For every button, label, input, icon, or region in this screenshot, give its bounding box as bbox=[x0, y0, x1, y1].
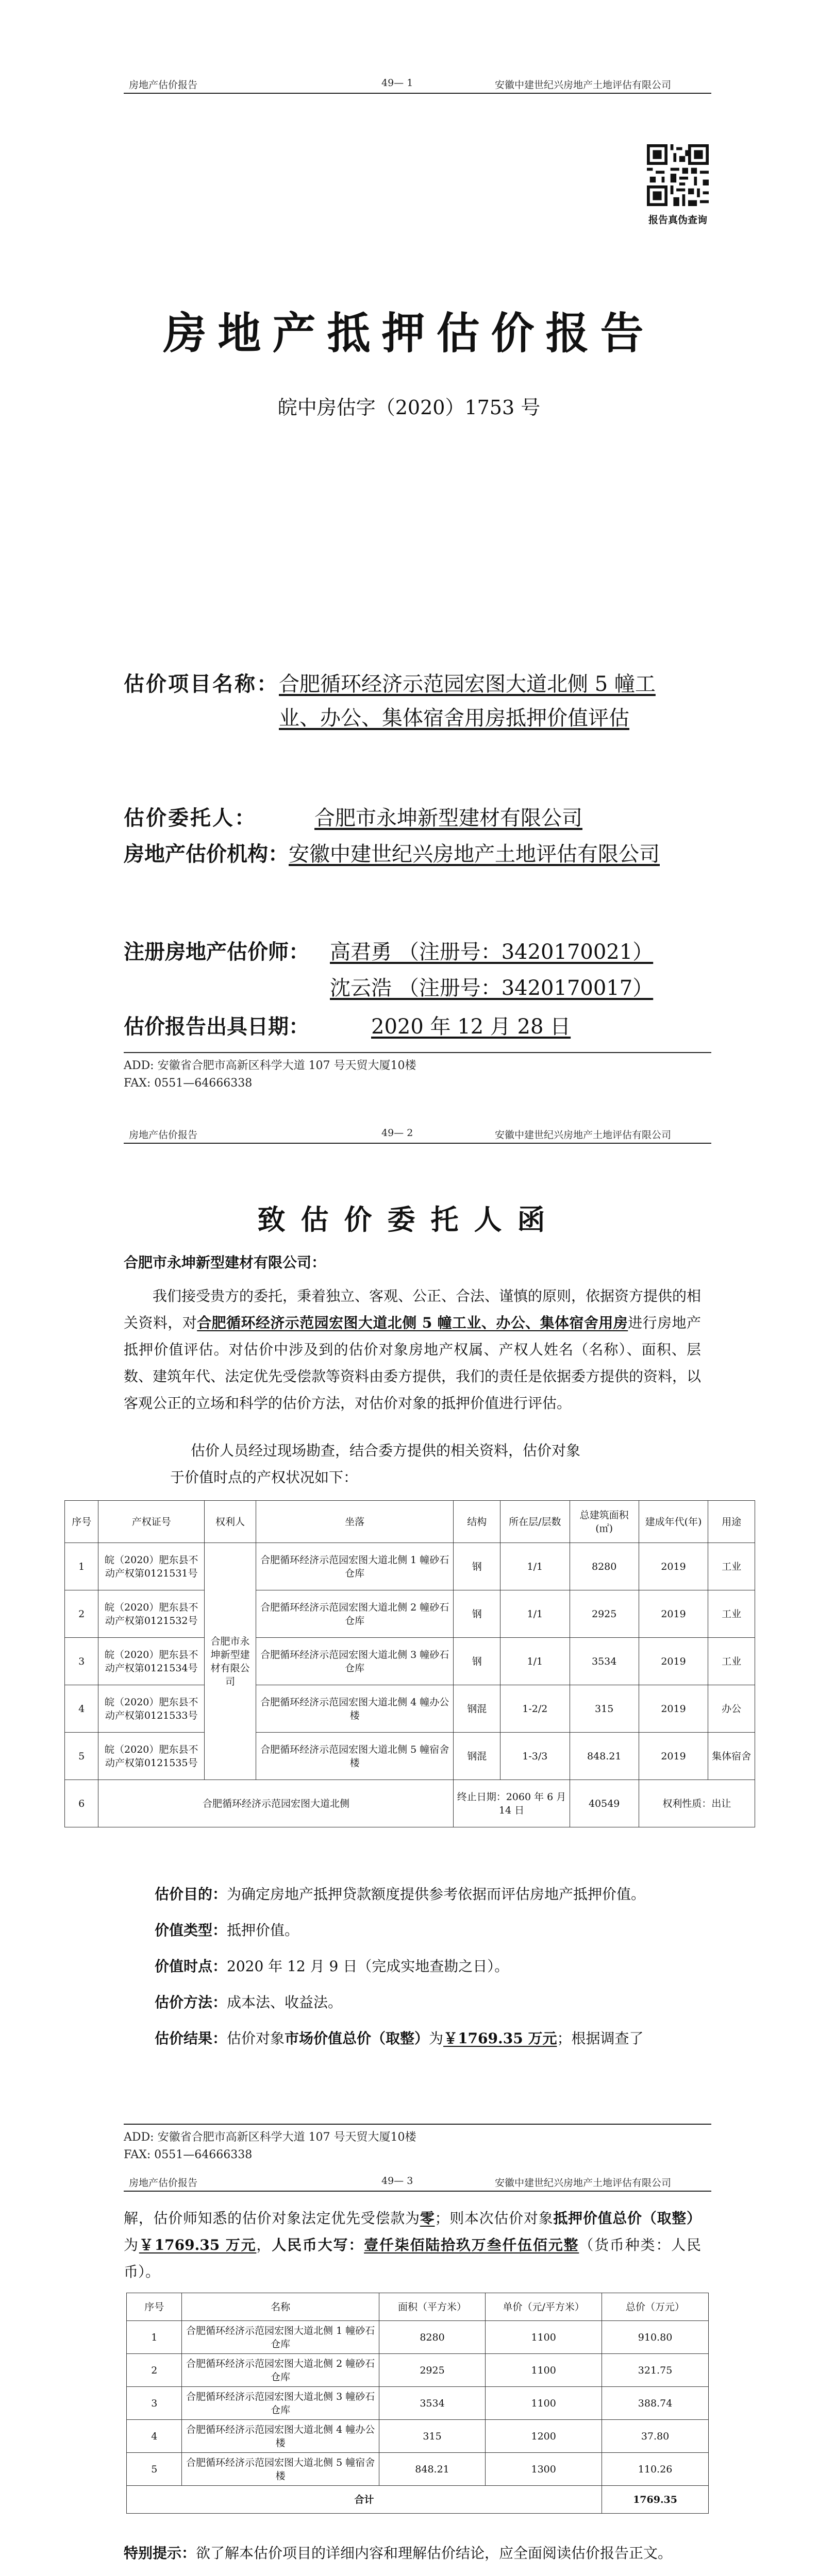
table-cell: 钢混 bbox=[454, 1733, 500, 1780]
agency-row bbox=[124, 837, 696, 871]
client-row bbox=[124, 801, 696, 835]
table-total-row bbox=[127, 2486, 709, 2514]
table-row bbox=[65, 1543, 755, 1590]
header-rule bbox=[124, 2191, 711, 2192]
value-type bbox=[155, 1918, 711, 1943]
table-cell: 合肥循环经济示范园宏图大道北侧 2 幢砂石仓库 bbox=[256, 1590, 454, 1638]
value-time bbox=[155, 1954, 711, 1979]
document-number: 皖中房估字（2020）1753 号 bbox=[277, 396, 541, 419]
header-left: 房地产估价报告 bbox=[129, 1129, 198, 1141]
table-header: 所在层/层数 bbox=[500, 1501, 570, 1543]
table-cell: 钢 bbox=[454, 1638, 500, 1685]
table-cell: 1 bbox=[127, 2321, 182, 2354]
table-cell: 合肥循环经济示范园宏图大道北侧 5 幢宿舍楼 bbox=[182, 2453, 379, 2486]
table-cell: 工业 bbox=[708, 1543, 755, 1590]
issue-date-row bbox=[124, 1010, 696, 1044]
table-cell: 3534 bbox=[379, 2387, 486, 2420]
footer-fax: FAX: 0551—64666338 bbox=[124, 1077, 253, 1090]
table-cell: 2 bbox=[65, 1590, 98, 1638]
table-header: 坐落 bbox=[256, 1501, 454, 1543]
table-cell: 合肥循环经济示范园宏图大道北侧 2 幢砂石仓库 bbox=[182, 2354, 379, 2387]
p3-text-d: 抵押价值总价（取整） bbox=[553, 2210, 701, 2227]
table-header: 建成年代(年) bbox=[639, 1501, 708, 1543]
method-value: 成本法、收益法。 bbox=[227, 1994, 343, 2011]
table-cell: 37.80 bbox=[602, 2420, 709, 2453]
table-cell: 集体宿舍 bbox=[708, 1733, 755, 1780]
land-location-cell: 合肥循环经济示范园宏图大道北侧 bbox=[98, 1780, 454, 1827]
owner-cell: 合肥市永坤新型建材有限公司 bbox=[205, 1543, 256, 1780]
table-cell: 合肥循环经济示范园宏图大道北侧 3 幢砂石仓库 bbox=[256, 1638, 454, 1685]
table-cell: 1/1 bbox=[500, 1638, 570, 1685]
letter-paragraph-1 bbox=[124, 1283, 701, 1417]
report-title: 房地产抵押估价报告 bbox=[163, 308, 655, 359]
footer-address: ADD: 安徽省合肥市高新区科学大道 107 号天贸大厦10楼 bbox=[124, 1059, 416, 1072]
header-page-number: 49— 2 bbox=[381, 1127, 413, 1139]
table-cell: 合肥循环经济示范园宏图大道北侧 4 幢办公楼 bbox=[256, 1685, 454, 1733]
table-cell: 1100 bbox=[486, 2321, 602, 2354]
table-cell: 110.26 bbox=[602, 2453, 709, 2486]
p3-text-h: 人民币大写： bbox=[272, 2236, 364, 2253]
result-amount: ￥1769.35 万元 bbox=[443, 2030, 557, 2047]
table-header: 单价（元/平方米） bbox=[486, 2293, 602, 2321]
client-value: 合肥市永坤新型建材有限公司 bbox=[314, 806, 582, 830]
table-cell: 3534 bbox=[570, 1638, 639, 1685]
table-row bbox=[65, 1733, 755, 1780]
table-row bbox=[127, 2354, 709, 2387]
footer bbox=[124, 2129, 416, 2164]
footer-fax: FAX: 0551—64666338 bbox=[124, 2148, 253, 2161]
letter-paragraph-3: 于价值时点的产权状况如下： bbox=[170, 1469, 358, 1486]
project-name-label: 估价项目名称： bbox=[124, 672, 279, 696]
result-text-c: 为 bbox=[429, 2030, 444, 2047]
header-right: 安徽中建世纪兴房地产土地评估有限公司 bbox=[495, 1129, 672, 1141]
table-header: 总建筑面积(㎡) bbox=[570, 1501, 639, 1543]
agency-value: 安徽中建世纪兴房地产土地评估有限公司 bbox=[289, 842, 660, 866]
table-row bbox=[65, 1685, 755, 1733]
table-cell: 1/1 bbox=[500, 1590, 570, 1638]
purpose-value: 为确定房地产抵押贷款额度提供参考依据而评估房地产抵押价值。 bbox=[227, 1886, 646, 1903]
appraiser-row-1 bbox=[124, 935, 696, 969]
table-cell: 皖（2020）肥东县不动产权第0121535号 bbox=[98, 1733, 205, 1780]
footer bbox=[124, 1057, 416, 1092]
project-name-row bbox=[124, 667, 696, 735]
table-row bbox=[127, 2321, 709, 2354]
footer-rule bbox=[124, 2124, 711, 2125]
table-cell: 皖（2020）肥东县不动产权第0121531号 bbox=[98, 1543, 205, 1590]
time-label: 价值时点： bbox=[155, 1958, 227, 1975]
p3-text-g: ， bbox=[256, 2236, 272, 2253]
table-cell: 钢混 bbox=[454, 1685, 500, 1733]
table-cell: 工业 bbox=[708, 1638, 755, 1685]
appraiser-2: 沈云浩 （注册号：3420170017） bbox=[330, 976, 654, 1000]
table-cell: 工业 bbox=[708, 1590, 755, 1638]
table-cell: 合肥循环经济示范园宏图大道北侧 3 幢砂石仓库 bbox=[182, 2387, 379, 2420]
qr-caption: 报告真伪查询 bbox=[648, 214, 707, 226]
table-cell: 1300 bbox=[486, 2453, 602, 2486]
para1-text-c: 进行房地产抵押价值评估。对估价中涉及到的估价对象房地产权属、产权人姓名（名称）、面积、层数、建筑年代、法定优先受偿款等资料由委方提供，我们的责任是依据委方提供的资料，以客观公正的立场和科学的估价方法，对估价对象的抵押价值进行评估。 bbox=[124, 1314, 702, 1412]
p3-amount-in-words: 壹仟柒佰陆拾玖万叁仟伍佰元整 bbox=[364, 2236, 579, 2253]
issue-date-value: 2020 年 12 月 28 日 bbox=[371, 1015, 571, 1039]
note-value: 欲了解本估价项目的详细内容和理解估价结论，应全面阅读估价报告正文。 bbox=[196, 2545, 673, 2562]
table-cell: 钢 bbox=[454, 1543, 500, 1590]
table-header: 用途 bbox=[708, 1501, 755, 1543]
header-left: 房地产估价报告 bbox=[129, 2177, 198, 2189]
valuation-purpose bbox=[155, 1882, 711, 1907]
appraiser-label: 注册房地产估价师： bbox=[124, 940, 309, 964]
table-cell: 合肥循环经济示范园宏图大道北侧 4 幢办公楼 bbox=[182, 2420, 379, 2453]
table-cell: 钢 bbox=[454, 1590, 500, 1638]
table-cell: 1-3/3 bbox=[500, 1733, 570, 1780]
mortgage-value-paragraph bbox=[124, 2205, 701, 2285]
table-header: 权利人 bbox=[205, 1501, 256, 1543]
total-value: 1769.35 bbox=[602, 2486, 709, 2514]
table-cell: 315 bbox=[379, 2420, 486, 2453]
table-cell: 合肥循环经济示范园宏图大道北侧 1 幢砂石仓库 bbox=[182, 2321, 379, 2354]
table-cell: 321.75 bbox=[602, 2354, 709, 2387]
table-cell: 1100 bbox=[486, 2354, 602, 2387]
table-cell: 皖（2020）肥东县不动产权第0121532号 bbox=[98, 1590, 205, 1638]
table-cell: 2019 bbox=[639, 1543, 708, 1590]
table-header: 结构 bbox=[454, 1501, 500, 1543]
qr-code-icon[interactable] bbox=[647, 144, 709, 206]
appraiser-row-2 bbox=[124, 971, 696, 1005]
note-label: 特别提示： bbox=[124, 2545, 196, 2562]
land-rights-cell: 权利性质：出让 bbox=[639, 1780, 755, 1827]
table-cell: 8280 bbox=[570, 1543, 639, 1590]
type-value: 抵押价值。 bbox=[227, 1922, 299, 1939]
footer-address: ADD: 安徽省合肥市高新区科学大道 107 号天贸大厦10楼 bbox=[124, 2131, 416, 2144]
table-cell: 2019 bbox=[639, 1685, 708, 1733]
agency-label: 房地产估价机构： bbox=[124, 842, 289, 866]
table-cell: 4 bbox=[65, 1685, 98, 1733]
table-cell: 1100 bbox=[486, 2387, 602, 2420]
p3-text-c: ；则本次估价对象 bbox=[435, 2210, 554, 2227]
result-text-b: 市场价值总价（取整） bbox=[285, 2030, 429, 2047]
table-cell: 1200 bbox=[486, 2420, 602, 2453]
header-left: 房地产估价报告 bbox=[129, 79, 198, 91]
table-row bbox=[127, 2453, 709, 2486]
time-value: 2020 年 12 月 9 日（完成实地查勘之日）。 bbox=[227, 1958, 509, 1975]
para1-text-a: 我们接受贵方的委托，秉着独立、客观、公正、合法、谨慎的原则，依据资方提供的相关资料，对 bbox=[124, 1287, 702, 1331]
table-cell: 合肥循环经济示范园宏图大道北侧 5 幢宿舍楼 bbox=[256, 1733, 454, 1780]
table-cell: 皖（2020）肥东县不动产权第0121534号 bbox=[98, 1638, 205, 1685]
table-cell: 2019 bbox=[639, 1638, 708, 1685]
table-cell: 5 bbox=[65, 1733, 98, 1780]
table-cell: 5 bbox=[127, 2453, 182, 2486]
table-row bbox=[65, 1590, 755, 1638]
table-cell: 2925 bbox=[379, 2354, 486, 2387]
table-cell: 315 bbox=[570, 1685, 639, 1733]
table-cell: 2925 bbox=[570, 1590, 639, 1638]
table-cell: 1/1 bbox=[500, 1543, 570, 1590]
table-header: 序号 bbox=[65, 1501, 98, 1543]
table-cell: 4 bbox=[127, 2420, 182, 2453]
valuation-result-table bbox=[126, 2293, 709, 2514]
table-header: 序号 bbox=[127, 2293, 182, 2321]
property-rights-table bbox=[64, 1500, 755, 1827]
table-row bbox=[65, 1638, 755, 1685]
purpose-label: 估价目的： bbox=[155, 1886, 227, 1903]
result-text-e: ；根据调查了 bbox=[557, 2030, 644, 2047]
p3-mortgage-amount: ￥1769.35 万元 bbox=[139, 2236, 257, 2253]
table-header-row bbox=[127, 2293, 709, 2321]
method-label: 估价方法： bbox=[155, 1994, 227, 2011]
project-name-value: 合肥循环经济示范园宏图大道北侧 5 幢工业、办公、集体宿舍用房抵押价值评估 bbox=[279, 672, 656, 730]
land-area-cell: 40549 bbox=[570, 1780, 639, 1827]
result-text-a: 估价对象 bbox=[227, 2030, 285, 2047]
table-row bbox=[127, 2420, 709, 2453]
table-cell: 3 bbox=[127, 2387, 182, 2420]
table-cell: 2019 bbox=[639, 1590, 708, 1638]
result-label: 估价结果： bbox=[155, 2030, 227, 2047]
table-row bbox=[65, 1780, 755, 1827]
header-page-number: 49— 3 bbox=[381, 2175, 413, 2187]
para1-subject: 合肥循环经济示范园宏图大道北侧 5 幢工业、办公、集体宿舍用房 bbox=[197, 1314, 628, 1331]
page-1 bbox=[0, 0, 818, 1097]
table-cell: 1-2/2 bbox=[500, 1685, 570, 1733]
table-cell: 8280 bbox=[379, 2321, 486, 2354]
table-header-row bbox=[65, 1501, 755, 1543]
header-page-number: 49— 1 bbox=[381, 77, 413, 89]
header-rule bbox=[124, 1143, 711, 1144]
valuation-method bbox=[155, 1990, 711, 2015]
table-cell: 2 bbox=[127, 2354, 182, 2387]
header-right: 安徽中建世纪兴房地产土地评估有限公司 bbox=[495, 2177, 672, 2189]
issue-date-label: 估价报告出具日期： bbox=[124, 1014, 309, 1039]
p3-text-e: 为 bbox=[124, 2236, 139, 2253]
header-rule bbox=[124, 93, 711, 94]
table-cell: 2019 bbox=[639, 1733, 708, 1780]
table-cell: 388.74 bbox=[602, 2387, 709, 2420]
letter-title: 致估价委托人函 bbox=[257, 1203, 561, 1236]
table-cell: 910.80 bbox=[602, 2321, 709, 2354]
table-header: 总价（万元） bbox=[602, 2293, 709, 2321]
table-row bbox=[127, 2387, 709, 2420]
p3-text-a: 解，估价师知悉的估价对象法定优先受偿款为 bbox=[124, 2210, 420, 2227]
table-cell: 皖（2020）肥东县不动产权第0121533号 bbox=[98, 1685, 205, 1733]
total-label: 合计 bbox=[127, 2486, 602, 2514]
special-note bbox=[124, 2540, 701, 2567]
table-header: 面积（平方米） bbox=[379, 2293, 486, 2321]
table-cell: 848.21 bbox=[570, 1733, 639, 1780]
table-cell: 1 bbox=[65, 1543, 98, 1590]
table-cell: 848.21 bbox=[379, 2453, 486, 2486]
land-term-cell: 终止日期：2060 年 6 月 14 日 bbox=[454, 1780, 570, 1827]
addressee: 合肥市永坤新型建材有限公司： bbox=[124, 1254, 326, 1271]
table-cell: 3 bbox=[65, 1638, 98, 1685]
table-header: 名称 bbox=[182, 2293, 379, 2321]
header-right: 安徽中建世纪兴房地产土地评估有限公司 bbox=[495, 79, 672, 91]
footer-rule bbox=[124, 1052, 711, 1053]
table-header: 产权证号 bbox=[98, 1501, 205, 1543]
p3-priority-amount: 零 bbox=[420, 2210, 435, 2227]
p3-text-j: （货币种类：人民币）。 bbox=[124, 2236, 701, 2280]
type-label: 价值类型： bbox=[155, 1922, 227, 1939]
table-cell: 办公 bbox=[708, 1685, 755, 1733]
letter-paragraph-2: 估价人员经过现场勘查，结合委方提供的相关资料，估价对象 bbox=[191, 1442, 581, 1459]
client-label: 估价委托人： bbox=[124, 806, 257, 830]
valuation-result bbox=[155, 2026, 711, 2052]
appraiser-1: 高君勇 （注册号：3420170021） bbox=[330, 940, 654, 964]
table-cell: 6 bbox=[65, 1780, 98, 1827]
table-cell: 合肥循环经济示范园宏图大道北侧 1 幢砂石仓库 bbox=[256, 1543, 454, 1590]
